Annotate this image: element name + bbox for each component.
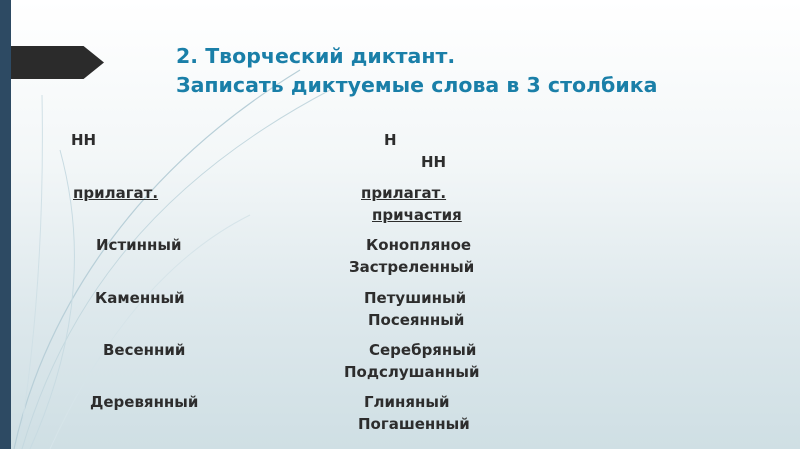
header-col3: НН bbox=[421, 153, 447, 171]
list-item: Конопляное bbox=[366, 236, 472, 254]
list-item: Застреленный bbox=[349, 258, 475, 276]
subheader-col3: причастия bbox=[372, 206, 462, 224]
list-item: Подслушанный bbox=[344, 363, 480, 381]
list-item: Весенний bbox=[103, 341, 186, 359]
header-col2: Н bbox=[384, 131, 397, 149]
list-item: Серебряный bbox=[369, 341, 477, 359]
title-line-1: 2. Творческий диктант. bbox=[176, 44, 456, 68]
list-item: Глиняный bbox=[364, 393, 450, 411]
list-item: Истинный bbox=[96, 236, 182, 254]
slide-title bbox=[176, 42, 657, 100]
list-item: Петушиный bbox=[364, 289, 467, 307]
list-item: Каменный bbox=[95, 289, 185, 307]
header-col1: НН bbox=[71, 131, 97, 149]
subheader-col1: прилагат. bbox=[73, 184, 159, 202]
list-item: Деревянный bbox=[90, 393, 199, 411]
list-item: Погашенный bbox=[358, 415, 470, 433]
subheader-col2: прилагат. bbox=[361, 184, 447, 202]
list-item: Посеянный bbox=[368, 311, 465, 329]
title-line-2: Записать диктуемые слова в 3 столбика bbox=[176, 73, 658, 97]
